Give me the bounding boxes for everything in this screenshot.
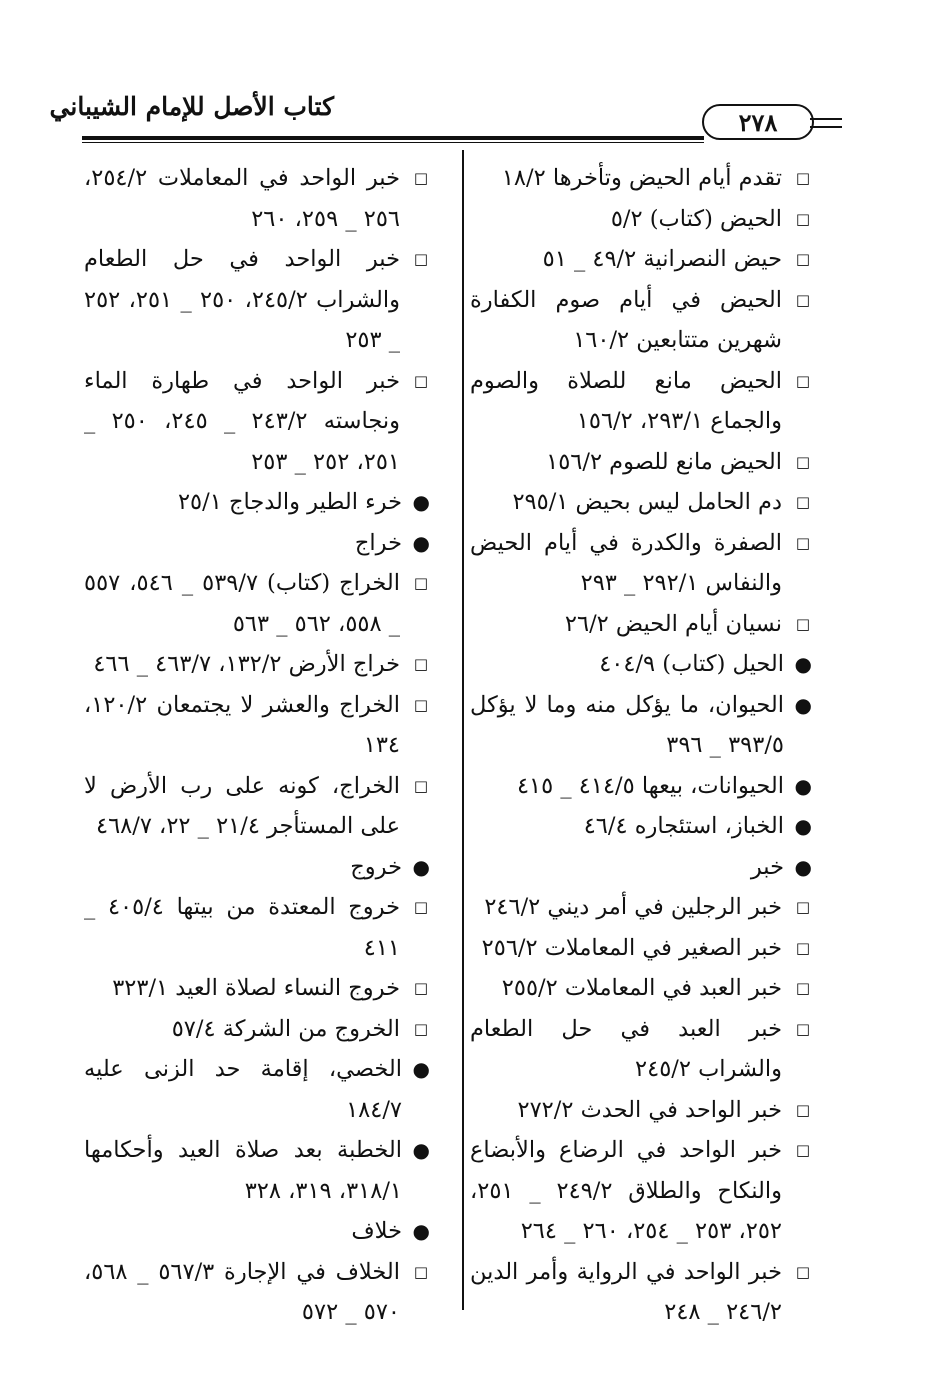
page-header: [49, 92, 842, 152]
bullet-dot-icon: ●: [794, 692, 812, 717]
index-main-entry: [470, 685, 812, 766]
index-sub-entry: [84, 239, 430, 361]
bullet-dot-icon: ●: [412, 1219, 430, 1243]
entry-text: الحيض (كتاب) ٥/٢: [610, 205, 782, 232]
index-sub-entry: [84, 1009, 430, 1050]
bullet-square-icon: □: [413, 250, 428, 268]
index-sub-entry: [470, 239, 812, 280]
bullet-dot-icon: ●: [412, 1138, 430, 1162]
entry-text: الحيوانات، بيعها ٤١٤/٥ _ ٤١٥: [516, 772, 784, 799]
index-sub-entry: [470, 158, 812, 199]
index-sub-entry: [470, 604, 812, 645]
index-sub-entry: [84, 563, 430, 644]
bullet-square-icon: □: [413, 1262, 428, 1281]
bullet-square-icon: □: [795, 898, 810, 916]
bullet-square-icon: □: [795, 169, 810, 187]
entry-text: حيض النصرانية ٤٩/٢ _ ٥١: [542, 246, 782, 272]
bullet-square-icon: □: [795, 493, 810, 511]
entry-text: خبر الواحد في حل الطعام والشراب ٢٤٥/٢، ٢٥٠ _ ٢٥١، ٢٥٢ _ ٢٥٣: [84, 246, 401, 353]
header-rule: [82, 136, 704, 140]
index-main-entry: [470, 847, 812, 888]
bullet-square-icon: □: [413, 655, 428, 673]
entry-text: خبر العبد في حل الطعام والشراب ٢٤٥/٢: [470, 1015, 782, 1082]
entry-text: خراج الأرض ١٣٢/٢، ٤٦٣/٧ _ ٤٦٦: [93, 651, 400, 677]
index-main-entry: [470, 806, 812, 847]
index-main-entry: [84, 1130, 430, 1211]
index-sub-entry: [470, 280, 812, 361]
entry-text: خبر الواحد في الرواية وأمر الدين ٢٤٦/٢ _ ٢٤٨: [470, 1258, 782, 1325]
entry-text: خروج النساء لصلاة العيد ٣٢٣/١: [112, 975, 400, 1001]
index-sub-entry: [470, 968, 812, 1009]
bullet-dot-icon: ●: [794, 814, 812, 838]
book-title: كتاب الأصل للإمام الشيباني: [49, 92, 334, 121]
entry-text: خروج: [350, 853, 402, 880]
bullet-square-icon: □: [795, 533, 810, 552]
entry-text: الحيض مانع للصلاة والصوم والجماع ٢٩٣/١، ١٥٦/٢: [470, 367, 782, 434]
entry-text: الخراج (كتاب) ٥٣٩/٧ _ ٥٤٦، ٥٥٧ _ ٥٥٨، ٥٦٢ _ ٥٦٣: [84, 570, 400, 637]
index-sub-entry: [84, 968, 430, 1009]
index-sub-entry: [84, 685, 430, 766]
page-number-rule: [810, 118, 842, 128]
bullet-dot-icon: ●: [794, 773, 812, 798]
bullet-square-icon: □: [795, 209, 810, 228]
bullet-square-icon: □: [795, 371, 810, 390]
index-sub-entry: [470, 1252, 812, 1333]
entry-text: الخراج والعشر لا يجتمعان ١٢٠/٢، ١٣٤: [84, 691, 400, 758]
bullet-dot-icon: ●: [412, 490, 430, 514]
page-number-ornament: [702, 104, 842, 138]
index-main-entry: [84, 1211, 430, 1252]
index-main-entry: [84, 847, 430, 888]
entry-text: خبر العبد في المعاملات ٢٥٥/٢: [501, 975, 782, 1001]
index-sub-entry: [470, 361, 812, 442]
entry-text: الحيوان، ما يؤكل منه وما لا يؤكل ٣٩٣/٥ _ ٣٩٦: [470, 691, 784, 758]
entry-text: خروج المعتدة من بيتها ٤٠٥/٤ _ ٤١١: [84, 894, 400, 961]
bullet-square-icon: □: [795, 1262, 810, 1281]
index-sub-entry: [470, 887, 812, 928]
entry-text: خبر الواحد في طهارة الماء ونجاسته ٢٤٣/٢ _ ٢٤٥، ٢٥٠ _ ٢٥١، ٢٥٢ _ ٢٥٣: [84, 367, 400, 475]
index-sub-entry: [470, 1009, 812, 1090]
index-sub-entry: [470, 199, 812, 240]
index-sub-entry: [470, 523, 812, 604]
index-main-entry: [84, 1049, 430, 1130]
entry-text: تقدم أيام الحيض وتأخرها ١٨/٢: [501, 165, 782, 191]
bullet-dot-icon: ●: [794, 652, 812, 676]
bullet-square-icon: □: [413, 898, 428, 916]
page-number: ٢٧٨: [702, 104, 814, 140]
entry-text: الصفرة والكدرة في أيام الحيض والنفاس ٢٩٢/١ _ ٢٩٣: [470, 529, 782, 596]
bullet-square-icon: □: [795, 938, 810, 957]
index-main-entry: [470, 644, 812, 685]
entry-text: الخروج من الشركة ٥٧/٤: [171, 1015, 400, 1042]
entry-text: دم الحامل ليس بحيض ٢٩٥/١: [512, 489, 782, 515]
header-rule-thin: [82, 142, 704, 143]
index-sub-entry: [84, 887, 430, 968]
index-column-left: [84, 158, 430, 1333]
entry-text: الخطبة بعد صلاة العيد وأحكامها ٣١٨/١، ٣١٩، ٣٢٨: [84, 1137, 402, 1204]
bullet-square-icon: □: [413, 169, 428, 187]
bullet-square-icon: □: [795, 979, 810, 997]
index-sub-entry: [84, 158, 430, 239]
bullet-square-icon: □: [795, 1141, 810, 1159]
index-column-right: [470, 158, 812, 1333]
bullet-square-icon: □: [413, 1019, 428, 1038]
bullet-dot-icon: ●: [412, 854, 430, 879]
bullet-square-icon: □: [795, 452, 810, 471]
index-sub-entry: [84, 361, 430, 483]
column-divider: [462, 150, 464, 1310]
bullet-square-icon: □: [795, 1100, 810, 1119]
entry-text: الخلاف في الإجارة ٥٦٧/٣ _ ٥٦٨، ٥٧٠ _ ٥٧٢: [84, 1258, 400, 1325]
bullet-square-icon: □: [413, 574, 428, 592]
index-sub-entry: [470, 1090, 812, 1131]
index-sub-entry: [470, 1130, 812, 1252]
entry-text: الحيض مانع للصوم ١٥٦/٢: [546, 448, 782, 475]
entry-text: الحيض في أيام صوم الكفارة شهرين متتابعين ١٦٠/٢: [470, 286, 782, 353]
bullet-dot-icon: ●: [412, 1057, 430, 1081]
entry-text: خبر الواحد في الحدث ٢٧٢/٢: [517, 1096, 782, 1123]
entry-text: خبر الصغير في المعاملات ٢٥٦/٢: [481, 934, 782, 961]
entry-text: خبر الواحد في الرضاع والأبضاع والنكاح والطلاق ٢٤٩/٢ _ ٢٥١، ٢٥٢، ٢٥٣ _ ٢٥٤، ٢٦٠ _ ٢٦٤: [470, 1137, 782, 1244]
bullet-square-icon: □: [795, 614, 810, 633]
index-sub-entry: [84, 766, 430, 847]
bullet-square-icon: □: [413, 979, 428, 997]
bullet-dot-icon: ●: [794, 854, 812, 879]
entry-text: خلاف: [351, 1218, 402, 1244]
entry-text: الخباز، استئجاره ٤٦/٤: [583, 813, 784, 839]
bullet-square-icon: □: [795, 1019, 810, 1038]
index-sub-entry: [470, 442, 812, 483]
entry-text: خرء الطير والدجاج ٢٥/١: [177, 489, 402, 515]
bullet-square-icon: □: [413, 776, 428, 795]
entry-text: نسيان أيام الحيض ٢٦/٢: [564, 610, 782, 637]
index-sub-entry: [470, 928, 812, 969]
bullet-square-icon: □: [413, 695, 428, 714]
index-main-entry: [84, 523, 430, 564]
index-sub-entry: [84, 644, 430, 685]
entry-text: خبر الرجلين في أمر ديني ٢٤٦/٢: [484, 894, 782, 920]
entry-text: خبر: [750, 853, 784, 880]
entry-text: الحيل (كتاب) ٤٠٤/٩: [599, 651, 784, 677]
index-main-entry: [84, 482, 430, 523]
entry-text: الخصي، إقامة حد الزنى عليه ١٨٤/٧: [84, 1056, 402, 1123]
bullet-square-icon: □: [795, 250, 810, 268]
bullet-dot-icon: ●: [412, 530, 430, 555]
index-sub-entry: [84, 1252, 430, 1333]
entry-text: خراج: [354, 529, 402, 556]
entry-text: الخراج، كونه على رب الأرض لا على المستأجر ٢١/٤ _ ٢٢، ٤٦٨/٧: [84, 772, 400, 839]
index-main-entry: [470, 766, 812, 807]
entry-text: خبر الواحد في المعاملات ٢٥٤/٢، ٢٥٦ _ ٢٥٩، ٢٦٠: [84, 165, 400, 232]
bullet-square-icon: □: [413, 371, 428, 390]
index-sub-entry: [470, 482, 812, 523]
bullet-square-icon: □: [795, 290, 810, 309]
